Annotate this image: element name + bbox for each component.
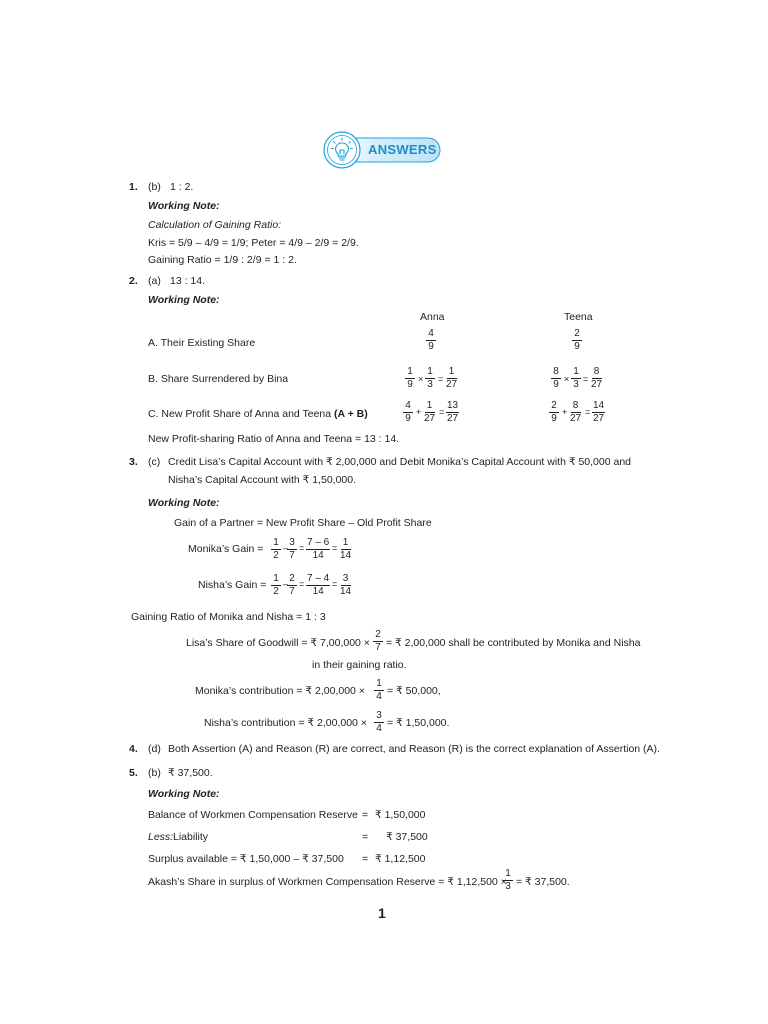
teena-new-fraction-1: $\frac{2}{9}$: [549, 400, 559, 425]
q1-answer: 1 : 2.: [170, 181, 194, 193]
anna-surrendered-fraction-2: $\frac{1}{3}$: [425, 366, 435, 391]
nisha-contribution-post: = ₹ 1,50,000.: [387, 717, 450, 729]
row-a-label: A. Their Existing Share: [148, 337, 256, 349]
lisa-goodwill-line2: in their gaining ratio.: [312, 659, 407, 671]
lisa-goodwill-pre: Lisa’s Share of Goodwill = ₹ 7,00,000 ×: [186, 637, 370, 649]
monika-gain-fraction-1: $\frac{1}{2}$: [271, 537, 281, 562]
anna-new-fraction-1: $\frac{4}{9}$: [403, 400, 413, 425]
nisha-gain-label: Nisha’s Gain =: [198, 579, 267, 591]
surplus-equals: =: [362, 853, 369, 865]
gain-definition: Gain of a Partner = New Profit Share – Old Profit Share: [174, 517, 432, 529]
reserve-balance-equals: =: [362, 809, 369, 821]
q4-option: (d): [148, 743, 161, 755]
reserve-balance-value: ₹ 1,50,000: [375, 809, 426, 821]
akash-share-pre: Akash’s Share in surplus of Workmen Compensation Reserve = ₹ 1,12,500 ×: [148, 876, 507, 888]
q1-subheading: Calculation of Gaining Ratio:: [148, 219, 282, 231]
monika-contribution-pre: Monika’s contribution = ₹ 2,00,000 ×: [195, 685, 365, 697]
surplus-label: Surplus available = ₹ 1,50,000 – ₹ 37,500: [148, 853, 344, 865]
q3-answer-line2: Nisha’s Capital Account with ₹ 1,50,000.: [168, 474, 357, 486]
q2-ratio-line: New Profit-sharing Ratio of Anna and Teena = 13 : 14.: [148, 433, 400, 445]
q1-option: (b): [148, 181, 161, 193]
q1-working-note-heading: Working Note:: [148, 200, 220, 212]
column-header-anna: Anna: [420, 311, 445, 323]
equals-sign: =: [332, 543, 338, 553]
anna-surrendered-fraction-1: $\frac{1}{9}$: [405, 366, 415, 391]
nisha-gain-fraction-2: $\frac{2}{7}$: [287, 573, 297, 598]
q4-answer: Both Assertion (A) and Reason (R) are correct, and Reason (R) is the correct explanation of Assertion (A).: [168, 743, 660, 755]
minus-sign: –: [283, 543, 289, 553]
liability-value: ₹ 37,500: [386, 831, 428, 843]
monika-gain-fraction-2: $\frac{3}{7}$: [287, 537, 297, 562]
monika-gain-fraction-4: $\frac{1}{14}$: [340, 537, 352, 561]
teena-surrendered-fraction-1: $\frac{8}{9}$: [551, 366, 561, 391]
nisha-contribution-fraction: $\frac{3}{4}$: [374, 710, 384, 735]
nisha-gain-fraction-1: $\frac{1}{2}$: [271, 573, 281, 598]
times-sign: ×: [564, 374, 570, 384]
q4-number: 4.: [129, 743, 138, 755]
anna-new-fraction-3: $\frac{13}{27}$: [447, 400, 459, 424]
equals-sign: =: [583, 374, 589, 384]
less-label: Less:: [148, 831, 174, 843]
akash-share-fraction: $\frac{1}{3}$: [503, 868, 513, 893]
q5-number: 5.: [129, 767, 138, 779]
nisha-gain-fraction-3: $\frac{7 - 4}{14}$: [307, 573, 330, 597]
q5-working-note-heading: Working Note:: [148, 788, 220, 800]
q2-option: (a): [148, 275, 161, 287]
answers-badge: [322, 130, 444, 170]
plus-sign: +: [562, 407, 568, 417]
plus-sign: +: [416, 407, 422, 417]
nisha-gain-fraction-4: $\frac{3}{14}$: [340, 573, 352, 597]
row-b-label: B. Share Surrendered by Bina: [148, 373, 289, 385]
equals-sign: =: [439, 407, 445, 417]
q2-number: 2.: [129, 275, 138, 287]
equals-sign: =: [299, 543, 305, 553]
q1-line1: Kris = 5/9 – 4/9 = 1/9; Peter = 4/9 – 2/9 = 2/9.: [148, 237, 359, 249]
column-header-teena: Teena: [564, 311, 593, 323]
q3-option: (c): [148, 456, 161, 468]
liability-equals: =: [362, 831, 369, 843]
q2-working-note-heading: Working Note:: [148, 294, 220, 306]
minus-sign: –: [283, 579, 289, 589]
anna-new-fraction-2: $\frac{1}{27}$: [424, 400, 436, 424]
monika-contribution-fraction: $\frac{1}{4}$: [374, 678, 384, 703]
teena-new-fraction-2: $\frac{8}{27}$: [570, 400, 582, 424]
page-number: 1: [378, 905, 386, 921]
reserve-balance-label: Balance of Workmen Compensation Reserve: [148, 809, 358, 821]
badge-label: ANSWERS: [368, 142, 437, 157]
q3-working-note-heading: Working Note:: [148, 497, 220, 509]
surplus-value: ₹ 1,12,500: [375, 853, 426, 865]
monika-gain-label: Monika’s Gain =: [188, 543, 264, 555]
teena-existing-fraction: $\frac{2}{9}$: [572, 328, 582, 353]
q1-number: 1.: [129, 181, 138, 193]
anna-surrendered-fraction-3: $\frac{1}{27}$: [446, 366, 458, 390]
teena-surrendered-fraction-2: $\frac{1}{3}$: [571, 366, 581, 391]
equals-sign: =: [438, 374, 444, 384]
equals-sign: =: [299, 579, 305, 589]
monika-gain-fraction-3: $\frac{7 - 6}{14}$: [307, 537, 330, 561]
row-c-label: C. New Profit Share of Anna and Teena (A + B): [148, 408, 368, 420]
teena-new-fraction-3: $\frac{14}{27}$: [593, 400, 605, 424]
lisa-goodwill-post: = ₹ 2,00,000 shall be contributed by Monika and Nisha: [386, 637, 641, 649]
equals-sign: =: [585, 407, 591, 417]
equals-sign: =: [332, 579, 338, 589]
teena-surrendered-fraction-3: $\frac{8}{27}$: [591, 366, 603, 390]
q1-line2: Gaining Ratio = 1/9 : 2/9 = 1 : 2.: [148, 254, 297, 266]
q5-option: (b): [148, 767, 161, 779]
lisa-goodwill-fraction: $\frac{2}{7}$: [373, 629, 383, 654]
q3-answer-line1: Credit Lisa’s Capital Account with ₹ 2,00,000 and Debit Monika’s Capital Account with ₹ 50,000 and: [168, 456, 631, 468]
q5-answer: ₹ 37,500.: [168, 767, 213, 779]
q2-answer: 13 : 14.: [170, 275, 206, 287]
gaining-ratio-line: Gaining Ratio of Monika and Nisha = 1 : 3: [131, 611, 326, 623]
anna-existing-fraction: $\frac{4}{9}$: [426, 328, 436, 353]
q3-number: 3.: [129, 456, 138, 468]
nisha-contribution-pre: Nisha’s contribution = ₹ 2,00,000 ×: [204, 717, 367, 729]
akash-share-post: = ₹ 37,500.: [516, 876, 570, 888]
liability-label: Liability: [173, 831, 209, 843]
lightbulb-icon: [331, 137, 353, 163]
times-sign: ×: [418, 374, 424, 384]
monika-contribution-post: = ₹ 50,000,: [387, 685, 441, 697]
